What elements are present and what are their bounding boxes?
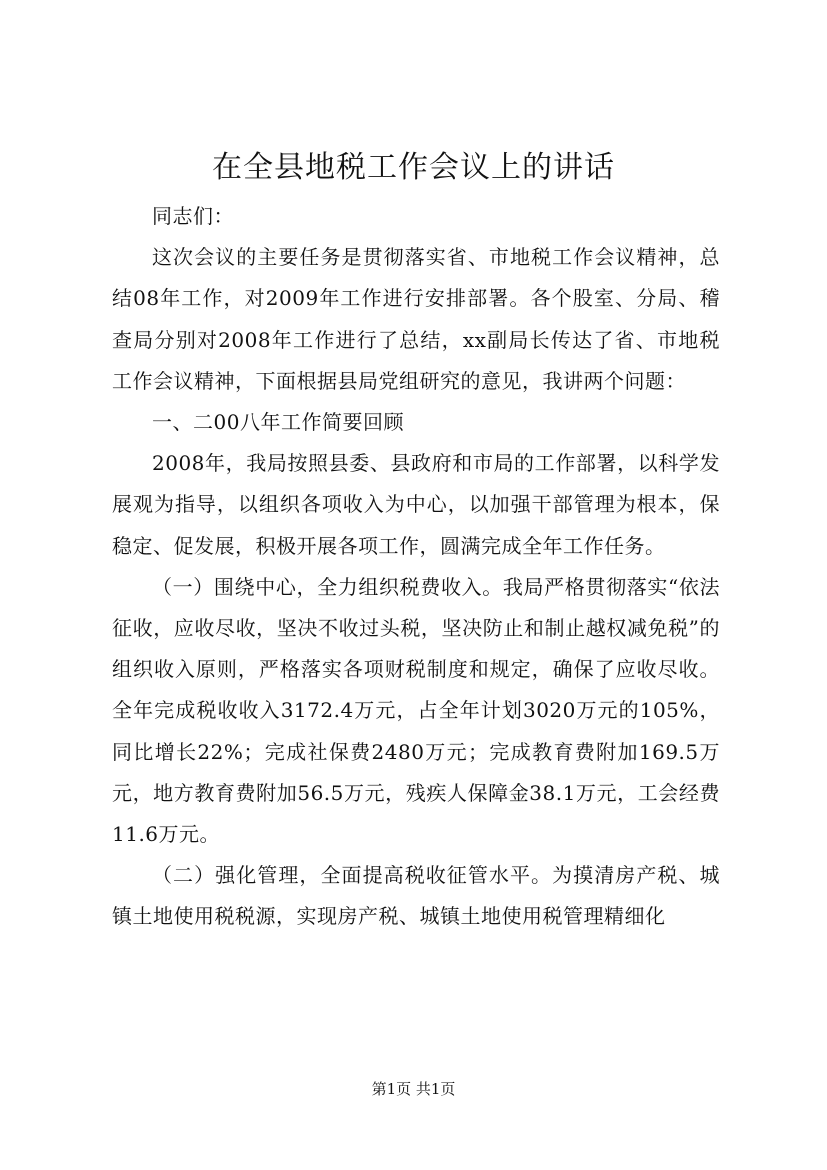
section-heading: 一、二00八年工作简要回顾 (152, 410, 404, 435)
salutation: 同志们： (152, 204, 234, 228)
paragraph: （二）强化管理，全面提高税收征管水平。为摸清房产税、城镇土地使用税税源，实现房产税、城镇土地使用税管理精细化 (112, 863, 720, 929)
paragraph: （一）围绕中心，全力组织税费收入。我局严格贯彻落实“依法征收，应收尽收，坚决不收过头税，坚决防止和制止越权减免税”的组织收入原则，严格落实各项财税制度和规定，确保了应收尽收。全年完成税收收入3172.4万元，占全年计划3020万元的105%，同比增长22%；完成社保费2480万元；完成教育费附加169.5万元，地方教育费附加56.5万元，残疾人保障金38.1万元，工会经费11.6万元。 (112, 574, 720, 847)
document-title: 在全县地税工作会议上的讲话 (212, 150, 615, 185)
page-footer: 第1页 共1页 (371, 1080, 456, 1098)
paragraph: 2008年，我局按照县委、县政府和市局的工作部署，以科学发展观为指导，以组织各项收入为中心，以加强干部管理为根本，保稳定、促发展，积极开展各项工作，圆满完成全年工作任务。 (112, 451, 720, 558)
document-body (112, 196, 720, 938)
paragraph: 这次会议的主要任务是贯彻落实省、市地税工作会议精神，总结08年工作，对2009年工作进行安排部署。各个股室、分局、稽查局分别对2008年工作进行了总结，xx副局长传达了省、市地税工作会议精神，下面根据县局党组研究的意见，我讲两个问题： (112, 245, 720, 393)
